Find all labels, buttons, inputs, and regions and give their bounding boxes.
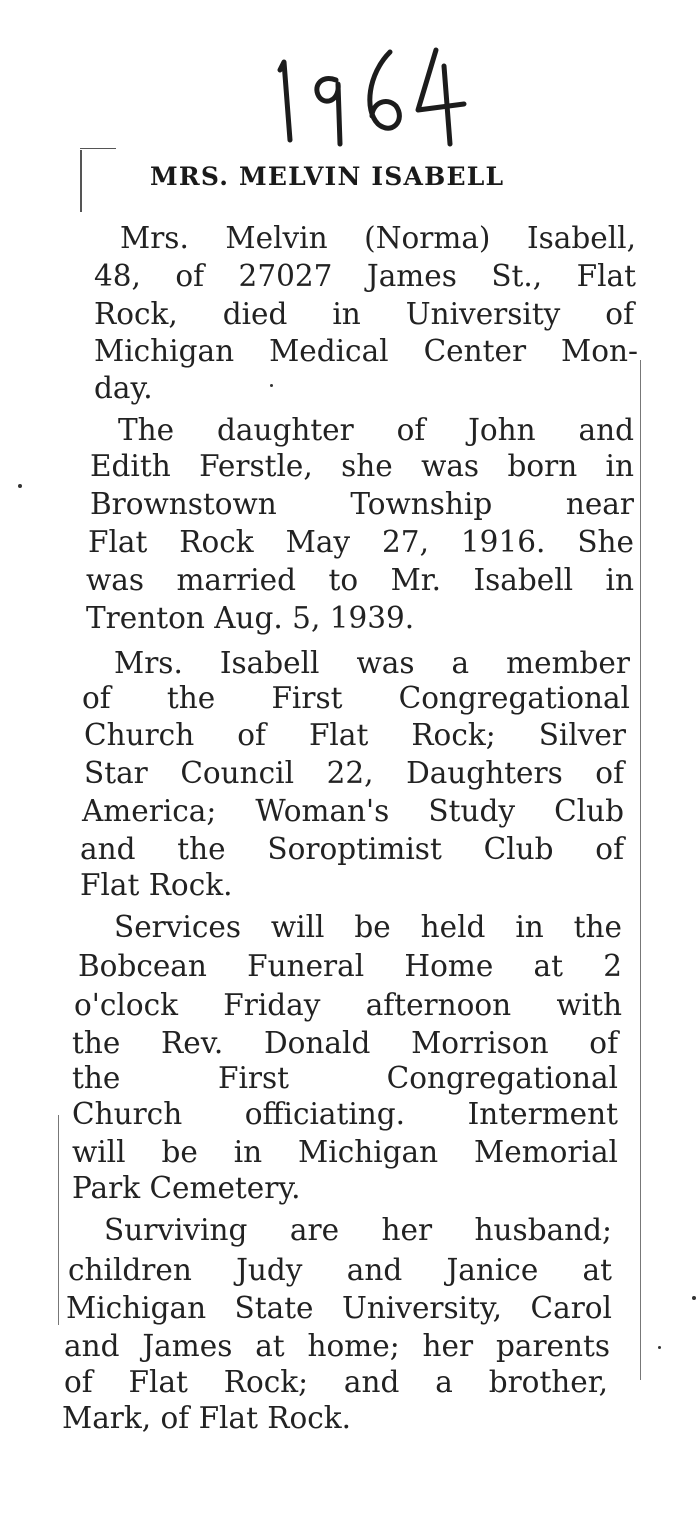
text-line: Edith Ferstle, she was born in <box>90 449 634 483</box>
text-line: Trenton Aug. 5, 1939. <box>86 601 415 635</box>
text-line: Mark, of Flat Rock. <box>62 1401 352 1435</box>
text-line: Flat Rock. <box>80 868 233 902</box>
headline: MRS. MELVIN ISABELL <box>150 162 505 191</box>
text-line: Park Cemetery. <box>72 1171 301 1205</box>
text-line: of the First Congregational <box>82 681 630 715</box>
text-line: children Judy and Janice at <box>68 1253 612 1287</box>
scan-speck <box>18 484 22 488</box>
text-line: Rock, died in University of <box>94 297 634 331</box>
scan-speck <box>270 384 273 387</box>
text-line: o'clock Friday afternoon with <box>74 988 622 1022</box>
scan-speck <box>658 1346 661 1349</box>
text-line: Michigan Medical Center Mon- <box>94 334 638 368</box>
scan-speck <box>692 1296 696 1300</box>
text-line: Mrs. Melvin (Norma) Isabell, <box>120 221 636 255</box>
text-line: Bobcean Funeral Home at 2 <box>78 949 622 983</box>
text-line: of Flat Rock; and a brother, <box>64 1365 608 1399</box>
text-line: Michigan State University, Carol <box>66 1291 612 1325</box>
text-line: Flat Rock May 27, 1916. She <box>88 525 634 559</box>
text-line: will be in Michigan Memorial <box>72 1135 618 1169</box>
text-line: Services will be held in the <box>114 910 622 944</box>
text-line: the First Congregational <box>72 1061 618 1095</box>
text-line: and the Soroptimist Club of <box>80 832 624 866</box>
text-line: 48, of 27027 James St., Flat <box>94 259 636 293</box>
text-line: Star Council 22, Daughters of <box>84 756 624 790</box>
text-line: Brownstown Township near <box>90 487 634 521</box>
text-line: day. <box>94 371 153 405</box>
text-line: Church officiating. Interment <box>72 1097 618 1131</box>
text-line: Church of Flat Rock; Silver <box>84 718 626 752</box>
text-line: was married to Mr. Isabell in <box>86 563 634 597</box>
text-line: The daughter of John and <box>118 413 634 447</box>
text-line: the Rev. Donald Morrison of <box>72 1026 618 1060</box>
text-line: Mrs. Isabell was a member <box>114 646 630 680</box>
text-line: Surviving are her husband; <box>104 1213 612 1247</box>
text-line: America; Woman's Study Club <box>82 794 624 828</box>
text-line: and James at home; her parents <box>64 1329 610 1363</box>
